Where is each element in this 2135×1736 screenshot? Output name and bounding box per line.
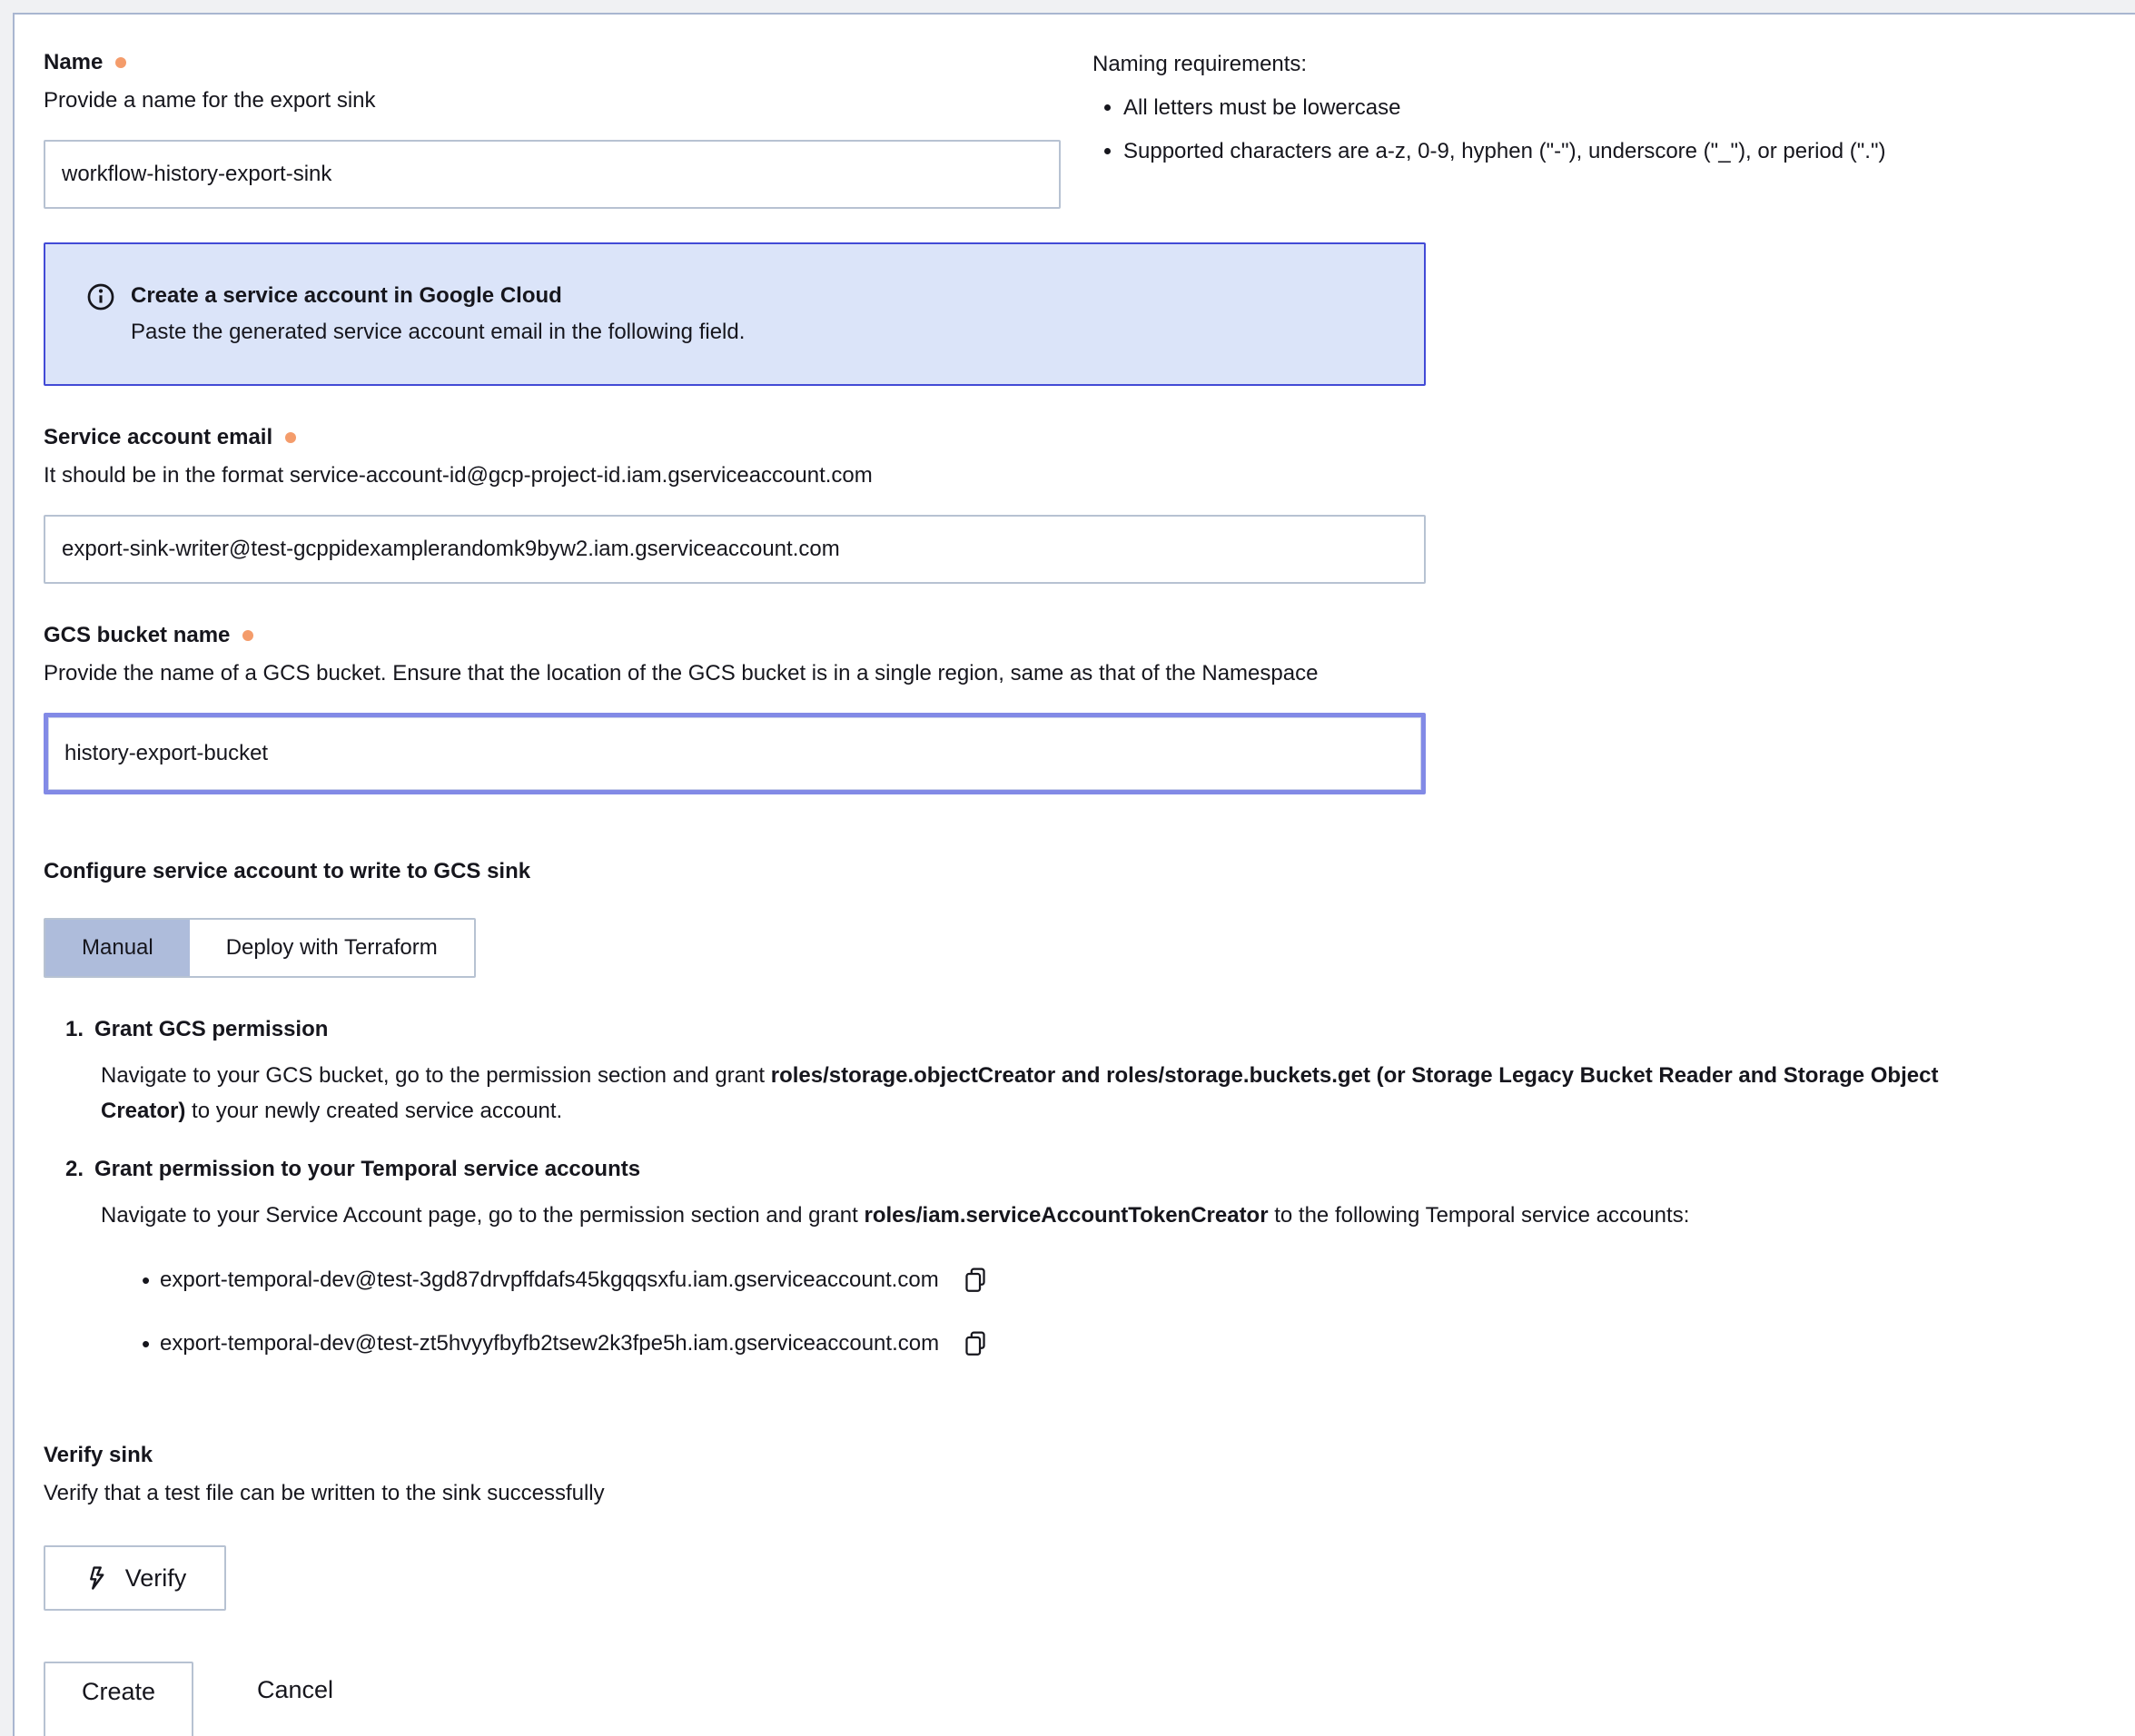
bullet: •	[142, 1267, 151, 1294]
step-title: Grant GCS permission	[94, 1017, 329, 1041]
info-icon	[85, 281, 116, 312]
create-button-label: Create	[81, 1678, 156, 1705]
cancel-button-label: Cancel	[257, 1676, 334, 1703]
service-account-input[interactable]	[44, 515, 1426, 584]
step-body: Navigate to your GCS bucket, go to the permission section and grant roles/storage.objectCreator and roles/storage.buckets.get (or Storage Legacy Bucket Reader and Storage Object Creator) to your newly created service account.	[101, 1063, 1939, 1123]
name-label: Name	[44, 50, 104, 74]
required-dot	[285, 432, 296, 443]
service-account-email: export-temporal-dev@test-zt5hvyyfbyfb2tsew2k3fpe5h.iam.gserviceaccount.com	[160, 1331, 940, 1356]
verify-button[interactable]	[44, 1545, 226, 1611]
service-account-item	[142, 1329, 2108, 1358]
cancel-button[interactable]	[252, 1662, 339, 1705]
copy-icon[interactable]	[963, 1266, 988, 1295]
info-banner-description: Paste the generated service account email in the following field.	[131, 320, 746, 344]
naming-requirement-item: • All letters must be lowercase	[1123, 94, 2135, 122]
verify-sink-title: Verify sink	[44, 1443, 153, 1467]
bucket-description: Provide the name of a GCS bucket. Ensure that the location of the GCS bucket is in a single region, same as that of the Namespace	[44, 661, 1319, 686]
tab-manual[interactable]: Manual	[45, 920, 190, 976]
service-account-description: It should be in the format service-account-id@gcp-project-id.iam.gserviceaccount.com	[44, 463, 873, 488]
info-banner	[44, 242, 1426, 386]
tab-deploy-with-terraform[interactable]: Deploy with Terraform	[225, 935, 438, 960]
manual-steps	[44, 1016, 2108, 1358]
configure-section-title: Configure service account to write to GCS sink	[44, 859, 531, 883]
name-input[interactable]	[44, 140, 1061, 209]
bullet: •	[142, 1330, 151, 1357]
step-grant-temporal-permission	[65, 1156, 2108, 1358]
step-title: Grant permission to your Temporal service accounts	[94, 1157, 641, 1181]
lightning-icon	[84, 1564, 111, 1592]
export-sink-form-panel	[13, 13, 2135, 1736]
naming-requirements	[1092, 51, 2135, 165]
step-number: 2.	[65, 1157, 84, 1181]
bucket-label: GCS bucket name	[44, 623, 231, 647]
bucket-field-group	[44, 622, 2108, 794]
temporal-service-accounts	[65, 1266, 2108, 1358]
copy-icon[interactable]	[963, 1329, 988, 1358]
step-body: Navigate to your Service Account page, go to the permission section and grant roles/iam.serviceAccountTokenCreator to the following Temporal service accounts:	[101, 1203, 1690, 1228]
service-account-email: export-temporal-dev@test-3gd87drvpffdafs45kgqqsxfu.iam.gserviceaccount.com	[160, 1267, 939, 1292]
required-dot	[242, 630, 253, 641]
naming-requirements-title: Naming requirements:	[1092, 52, 1308, 76]
service-account-field-group	[44, 424, 2108, 584]
info-banner-title: Create a service account in Google Cloud	[131, 283, 562, 308]
step-number: 1.	[65, 1017, 84, 1041]
name-description: Provide a name for the export sink	[44, 88, 376, 113]
step-grant-gcs-permission	[65, 1016, 2108, 1129]
configure-tabs	[44, 918, 476, 978]
verify-button-label: Verify	[124, 1563, 187, 1592]
service-account-item	[142, 1266, 2108, 1295]
service-account-label: Service account email	[44, 425, 273, 449]
naming-requirement-item: • Supported characters are a-z, 0-9, hyphen ("-"), underscore ("_"), or period (".")	[1123, 138, 2135, 165]
form-actions	[44, 1662, 2108, 1736]
create-button[interactable]	[44, 1662, 193, 1736]
verify-sink-description: Verify that a test file can be written to the sink successfully	[44, 1481, 605, 1505]
required-dot	[115, 57, 126, 68]
bucket-input[interactable]	[44, 713, 1426, 794]
